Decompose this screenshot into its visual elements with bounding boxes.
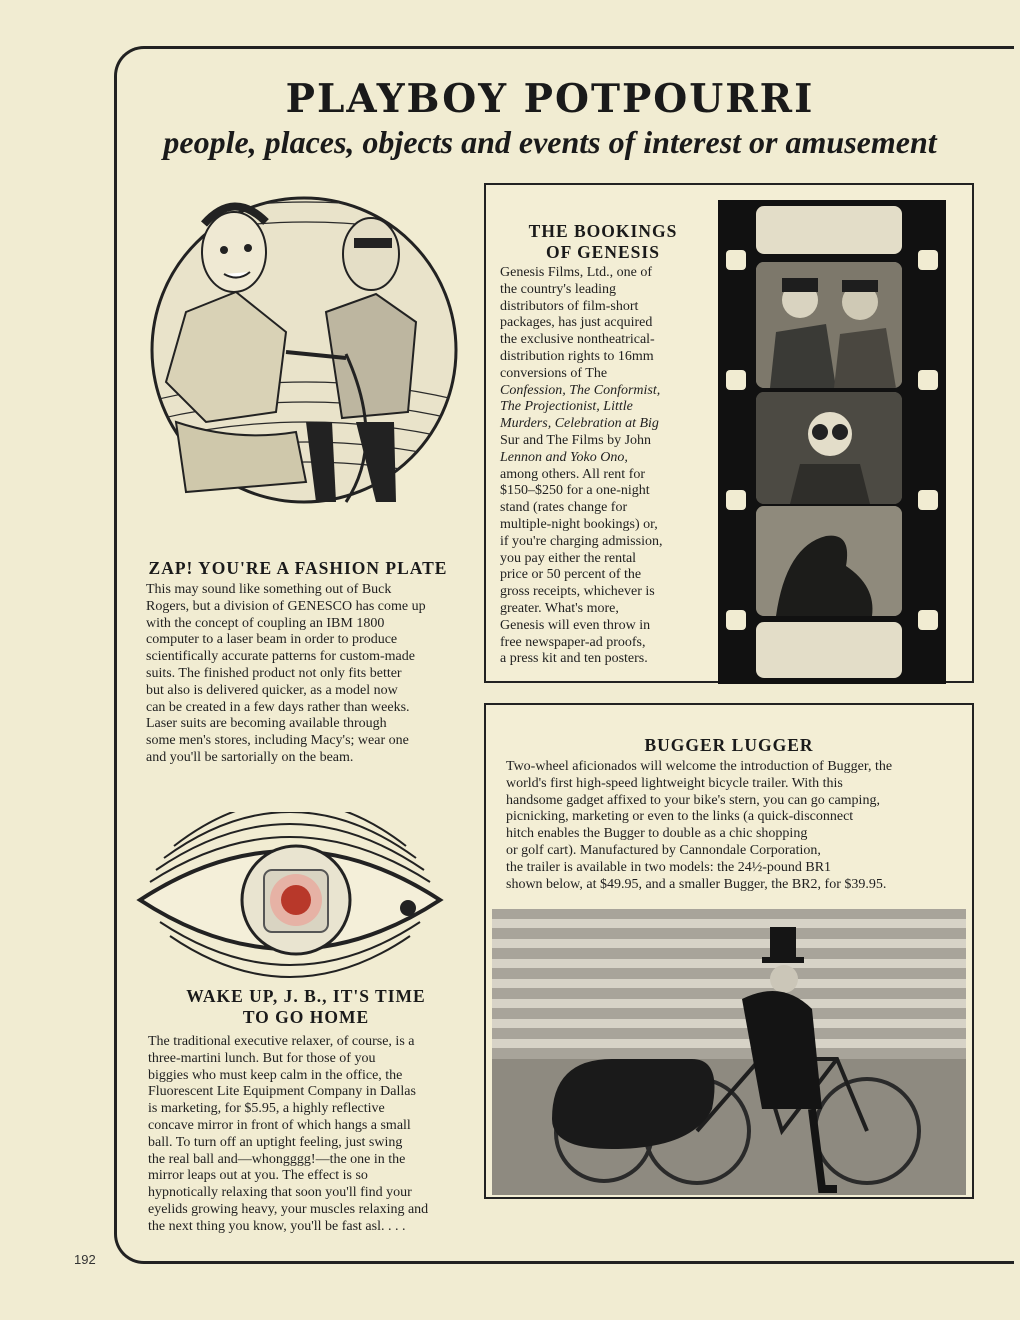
zap-line: This may sound like something out of Buck <box>146 582 392 597</box>
film-frame-blank <box>756 622 902 678</box>
page-title: PLAYBOY POTPOURRI <box>285 76 815 122</box>
genesis-line: the exclusive nontheatrical- <box>500 332 655 348</box>
film-sprocket <box>918 370 938 390</box>
film-sprocket <box>918 490 938 510</box>
wakeup-line: eyelids growing heavy, your muscles relaxing and <box>148 1201 429 1217</box>
film-frame-couple <box>756 262 902 388</box>
zap-line: and you'll be sartorially on the beam. <box>146 749 354 765</box>
genesis-body <box>500 265 706 668</box>
page-number: 192 <box>74 1252 96 1267</box>
genesis-line: the country's leading <box>500 281 617 297</box>
film-sprocket <box>918 610 938 630</box>
zap-line: scientifically accurate patterns for custom-made <box>146 649 415 665</box>
bugger-box <box>484 703 974 1199</box>
genesis-line: you pay either the rental <box>500 550 637 566</box>
genesis-line: $150–$250 for a one-night <box>500 483 650 499</box>
zap-line: some men's stores, including Macy's; wear one <box>146 733 409 749</box>
film-frame-portrait <box>756 392 902 504</box>
wakeup-line: is marketing, for $5.95, a highly reflective <box>148 1101 385 1117</box>
genesis-line: distribution rights to 16mm <box>500 348 654 364</box>
hypno-mirror-eye-illustration <box>130 812 450 982</box>
film-sprocket <box>918 250 938 270</box>
zap-line: with the concept of coupling an IBM 1800 <box>146 615 385 631</box>
genesis-line: multiple-night bookings) or, <box>500 516 658 532</box>
wakeup-line: Fluorescent Lite Equipment Company in Dallas <box>148 1084 416 1100</box>
zap-line: computer to a laser beam in order to produce <box>146 632 398 648</box>
genesis-line: greater. What's more, <box>500 600 619 616</box>
bicycle-trailer-photo <box>492 909 966 1195</box>
wakeup-line: The traditional executive relaxer, of course, is a <box>148 1034 415 1049</box>
wakeup-line: mirror leaps out at you. The effect is so <box>148 1168 368 1184</box>
genesis-line: conversions of The <box>500 365 608 381</box>
page-subtitle: people, places, objects and events of interest or amusement <box>163 124 937 160</box>
bugger-line: world's first high-speed lightweight bicycle trailer. With this <box>506 775 843 791</box>
wakeup-line: concave mirror in front of which hangs a small <box>148 1117 411 1133</box>
genesis-line: distributors of film-short <box>500 298 639 314</box>
genesis-line: Sur and The Films by John <box>500 432 652 448</box>
genesis-line: price or 50 percent of the <box>500 567 642 583</box>
film-sprocket <box>726 370 746 390</box>
zap-line: can be created in a few days rather than weeks. <box>146 699 410 715</box>
genesis-line: if you're charging admission, <box>500 533 663 549</box>
film-frame-blank <box>756 206 902 254</box>
wakeup-line: the next thing you know, you'll be fast asl. . . . <box>148 1218 406 1234</box>
film-sprocket <box>726 490 746 510</box>
bugger-line: handsome gadget affixed to your bike's stern, you can go camping, <box>506 792 880 808</box>
zap-line: but also is delivered quicker, as a model now <box>146 682 398 698</box>
wakeup-line: ball. To turn off an uptight feeling, just swing <box>148 1134 403 1150</box>
genesis-line: Genesis will even throw in <box>500 617 651 633</box>
bugger-line: Two-wheel aficionados will welcome the introduction of Bugger, the <box>506 759 893 774</box>
bugger-line: shown below, at $49.95, and a smaller Bugger, the BR2, for $39.95. <box>506 876 887 892</box>
genesis-line: The Projectionist, Little <box>500 399 633 415</box>
film-sprocket <box>726 250 746 270</box>
genesis-line: Murders, Celebration at Big <box>500 416 659 432</box>
genesis-line: Confession, The Conformist, <box>500 382 661 398</box>
genesis-line: gross receipts, whichever is <box>500 584 655 600</box>
zap-line: Rogers, but a division of GENESCO has come up <box>146 598 426 614</box>
genesis-line: free newspaper-ad proofs, <box>500 634 646 650</box>
zap-body <box>146 582 476 767</box>
wakeup-body <box>148 1034 482 1236</box>
film-sprocket <box>726 610 746 630</box>
genesis-line: packages, has just acquired <box>500 315 653 331</box>
wakeup-title-line2: TO GO HOME <box>242 1007 370 1027</box>
bugger-line: picnicking, marketing or even to the links (a quick-disconnect <box>506 809 854 825</box>
genesis-title-line2: OF GENESIS <box>546 242 660 262</box>
bugger-line: the trailer is available in two models: the 24½-pound BR1 <box>506 859 832 875</box>
bugger-line: hitch enables the Bugger to double as a chic shopping <box>506 826 808 842</box>
wakeup-line: the real ball and—whongggg!—the one in the <box>148 1151 406 1167</box>
genesis-line: Genesis Films, Ltd., one of <box>500 265 653 280</box>
wakeup-line: hypnotically relaxing that soon you'll find your <box>148 1185 412 1201</box>
zap-title: ZAP! YOU'RE A FASHION PLATE <box>148 558 448 578</box>
genesis-line: a press kit and ten posters. <box>500 651 648 667</box>
laser-suit-illustration <box>146 182 466 522</box>
film-strip <box>718 200 946 684</box>
zap-line: suits. The finished product not only fits better <box>146 665 402 681</box>
wakeup-line: biggies who must keep calm in the office, the <box>148 1067 403 1083</box>
genesis-line: Lennon and Yoko Ono, <box>500 449 628 465</box>
genesis-line: stand (rates change for <box>500 500 628 516</box>
wakeup-line: three-martini lunch. But for those of you <box>148 1050 376 1066</box>
genesis-line: among others. All rent for <box>500 466 646 482</box>
bugger-line: or golf cart). Manufactured by Cannondale Corporation, <box>506 842 821 858</box>
genesis-title-line1: THE BOOKINGS <box>528 221 678 241</box>
wakeup-title-line1: WAKE UP, J. B., IT'S TIME <box>186 986 426 1006</box>
bugger-title: BUGGER LUGGER <box>644 735 814 755</box>
zap-line: Laser suits are becoming available through <box>146 716 387 732</box>
bugger-body <box>506 759 972 893</box>
film-frame-silhouette <box>756 506 902 616</box>
